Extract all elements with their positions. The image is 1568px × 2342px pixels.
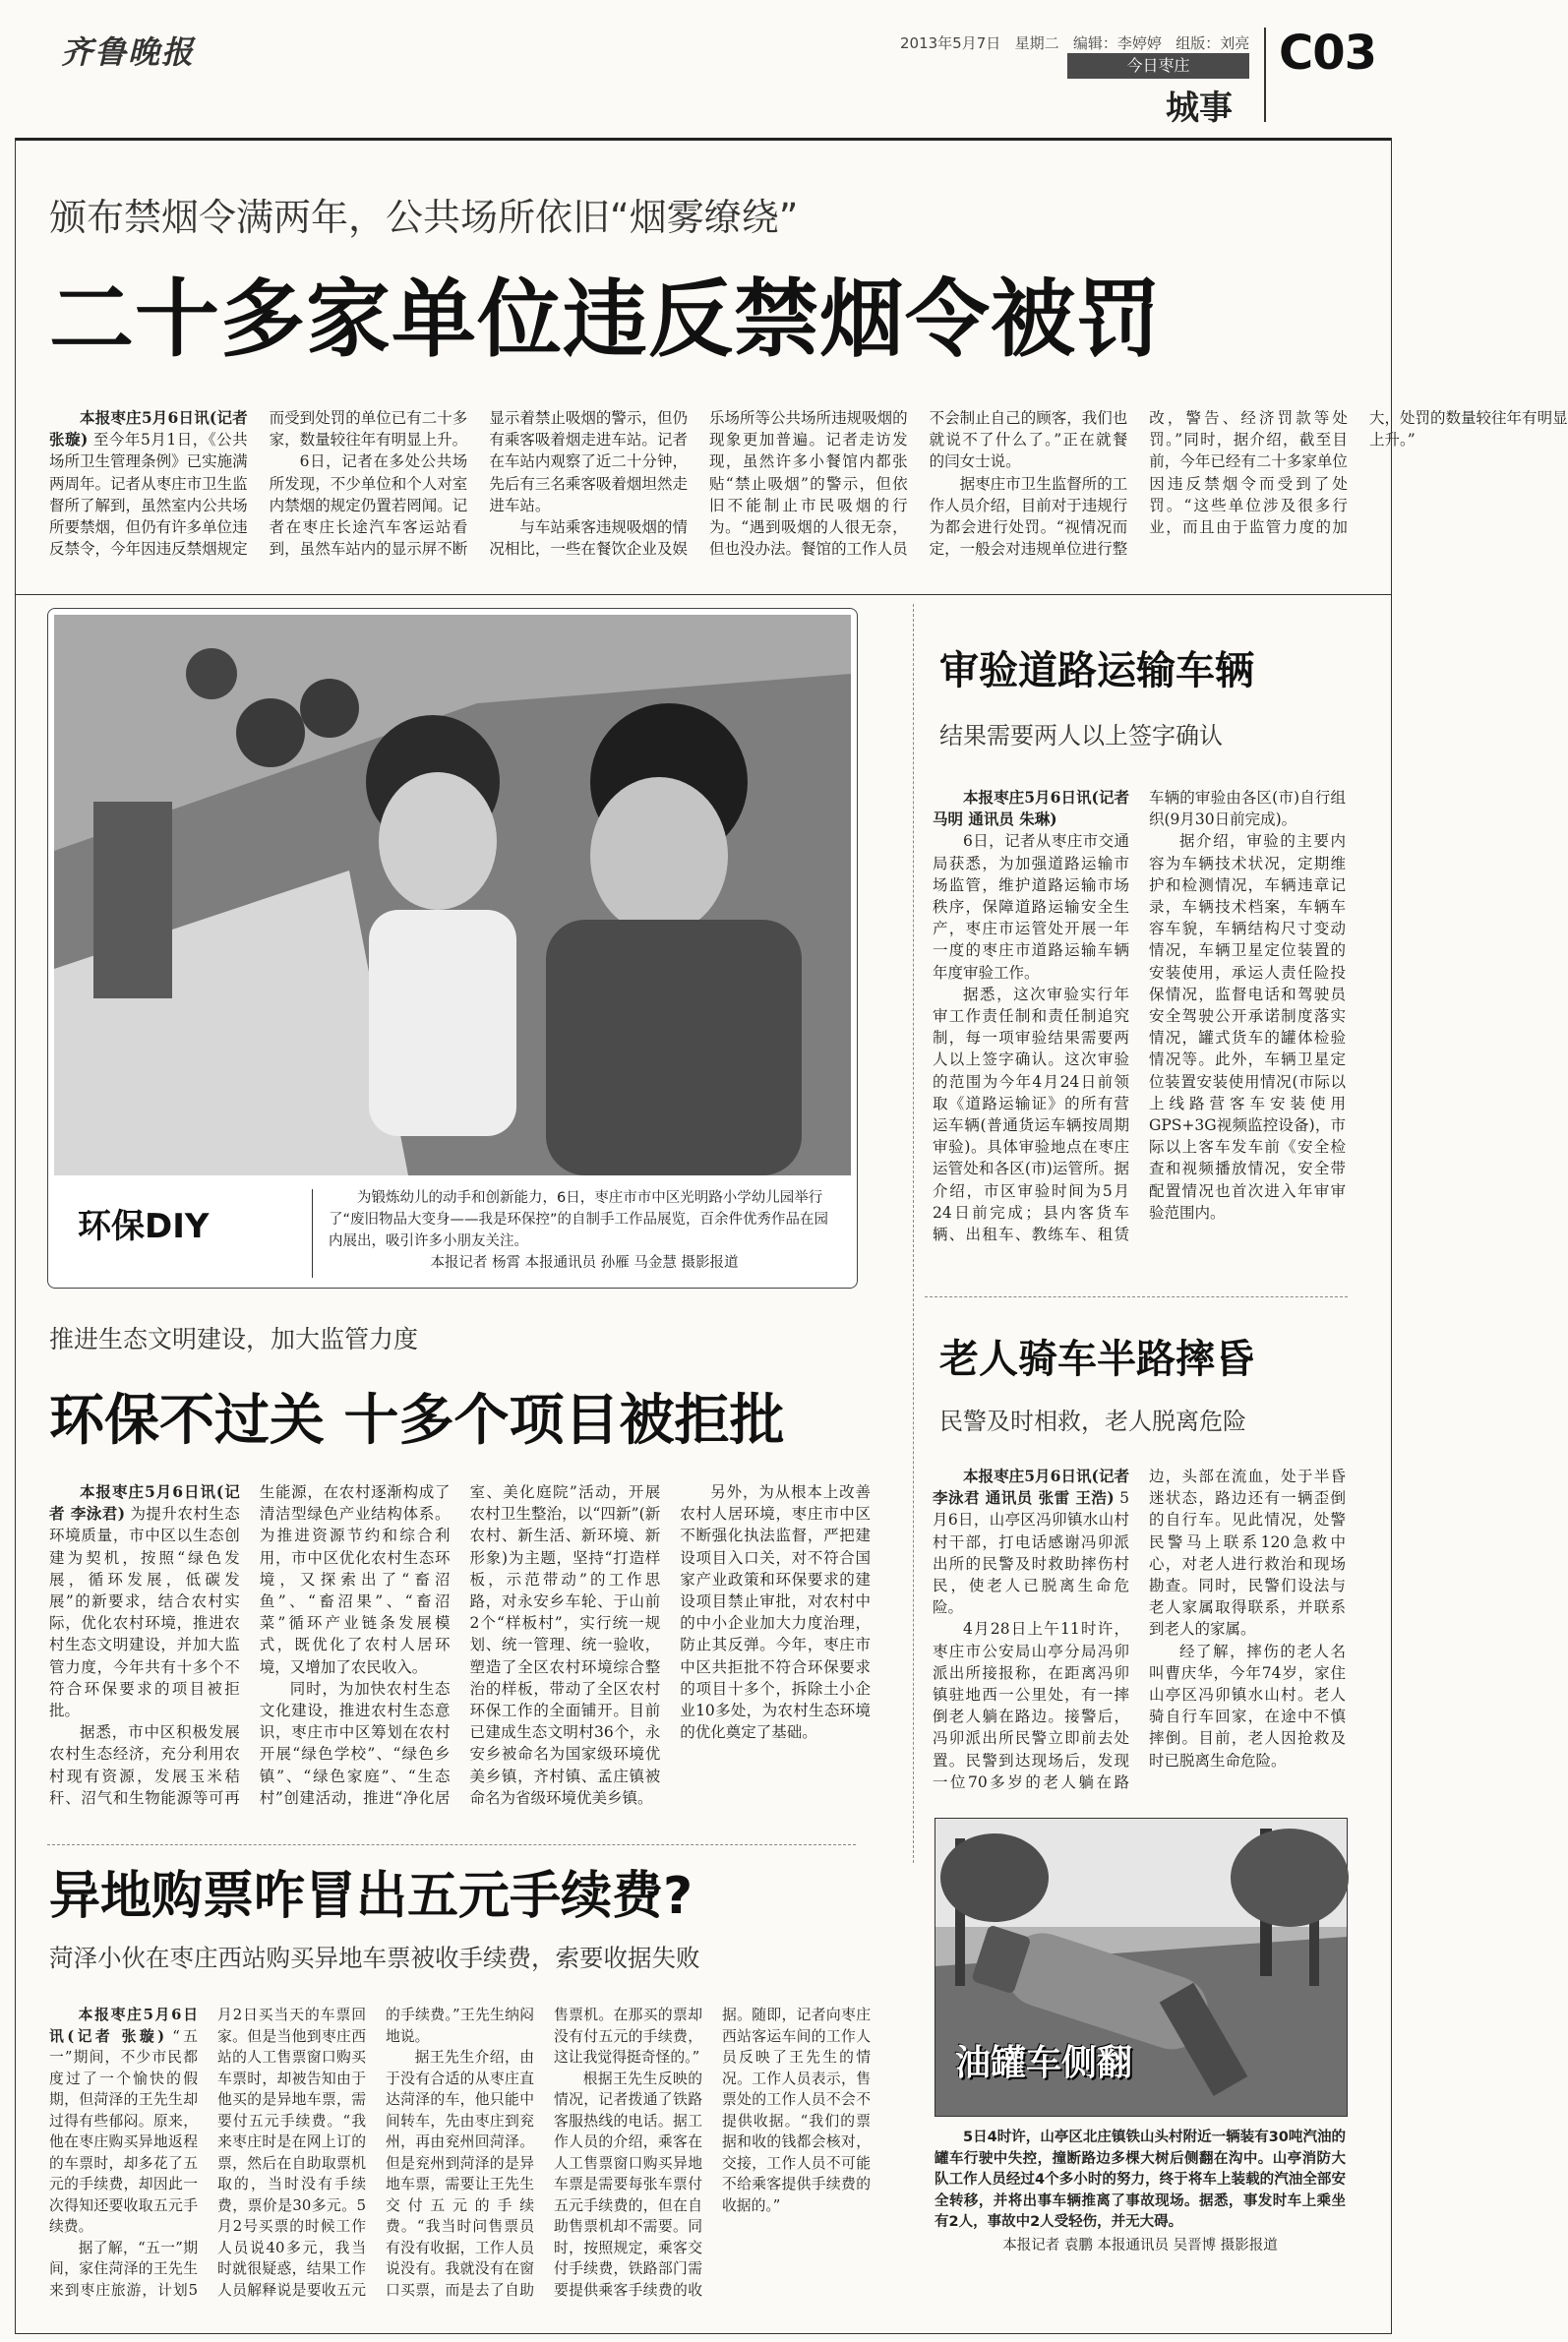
tanker-credit: 本报记者 袁鹏 本报通讯员 吴晋博 摄影报道 [1002, 2237, 1278, 2253]
issue-info [900, 32, 1249, 53]
issue-weekday: 星期二 [1014, 34, 1059, 52]
page-number: C03 [1279, 26, 1377, 81]
ticket-byline: 本报枣庄5月6日讯(记者 张璇) [49, 2007, 198, 2045]
lead-rule [15, 594, 1392, 595]
masthead-rule [15, 138, 1392, 141]
eco-headline: 环保不过关 十多个项目被拒批 [49, 1389, 785, 1453]
designer: 组版：刘亮 [1176, 34, 1250, 52]
photo-diy-box [47, 608, 858, 1289]
lead-headline: 二十多家单位违反禁烟令被罚 [49, 270, 1162, 369]
elder-paragraph: 本报枣庄5月6日讯(记者 李泳君 通讯员 张雷 王浩) 5月6日，山亭区冯卯镇水山村村干部，打电话感谢冯卯派出所的民警及时救助摔伤村民，使老人已脱离生命危险。 [933, 1467, 1129, 1617]
elder-paragraph: 经了解，摔伤的老人名叫曹庆华，今年74岁，家住山亭区冯卯镇水山村。老人骑自行车回家，在途中不慎摔倒。目前，老人因抢救及时已脱离生命危险。 [1149, 1642, 1346, 1770]
photo-diy-credit: 本报记者 杨霄 本报通讯员 孙雁 马金慧 摄影报道 [430, 1255, 739, 1271]
masthead [0, 0, 1394, 133]
road-headline: 审验道路运输车辆 [939, 648, 1254, 693]
ticket-paragraph: 据王先生介绍，由于没有合适的从枣庄直达菏泽的车，他只能中间转车，先由枣庄到兖州，再由兖州回菏泽。但是兖州到菏泽的是异地车票，需要让王先生交付五元的手续费。“我当时问售票员有没有收据，工作人员说没有。我就没有在窗口买票，而是去了自助售票机。在那买的票却没有付五元的手续费，这让我觉得挺奇怪的。” [386, 2007, 702, 2299]
lead-paragraph: 6日，记者在多处公共场所发现，不少单位和个人对室内禁烟的规定仍置若罔闻。记者在枣庄长途汽车客运站看到，虽然车站内的显示屏不断显示着禁止吸烟的警示，但仍有乘客吸着烟走进车站。记者在车站内观察了近二十分钟，先后有三名乘客吸着烟坦然走进车站。 [269, 409, 688, 559]
eco-paragraph: 同时，为加快农村生态文化建设，推进农村生态意识，枣庄市中区筹划在农村开展“绿色学校”、“绿色乡镇”、“绿色家庭”、“生态村”创建活动，推进“净化居室、美化庭院”活动，开展农村卫生整治，以“四新”(新农村、新生活、新环境、新形象)为主题，坚持“打造样板，示范带动”的工作思路，对永安乡车轮、于山前2个“样板村”，实行统一规划、统一管理、统一验收，塑造了全区农村环境综合整治的样板，带动了全区农村环保工作的全面铺开。目前已建成生态文明村36个，永安乡被命名为国家级环境优美乡镇，齐村镇、孟庄镇被命名为省级环境优美乡镇。 [259, 1483, 661, 1807]
elder-subhead: 民警及时相救，老人脱离危险 [939, 1408, 1246, 1435]
tanker-caption-text: 5日4时许，山亭区北庄镇铁山头村附近一辆装有30吨汽油的罐车行驶中失控，撞断路边多棵大树后侧翻在沟中。山亭消防大队工作人员经过4个多小时的努力，终于将车上装载的汽油全部安全转移，并将出事车辆推离了事故现场。据悉，事发时车上乘坐有2人，事故中2人受轻伤，并无大碍。 [935, 2130, 1346, 2230]
tanker-photo [935, 1818, 1348, 2117]
kids-photo-art [54, 615, 851, 1175]
road-paragraph [933, 787, 1129, 830]
road-rule [925, 1296, 1348, 1297]
photo-diy-label: 环保DIY [78, 1207, 210, 1246]
lead-byline: 本报枣庄5月6日讯(记者 张璇) [49, 408, 248, 450]
lead-paragraph: 与车站乘客违规吸烟的情况相比，一些在餐饮企业及娱乐场所等公共场所违规吸烟的现象更加普遍。记者走访发现，虽然许多小餐馆内都张贴“禁止吸烟”的警示，但依旧不能制止市民吸烟的行为。“遇到吸烟的人很无奈，但也没办法。餐馆的工作人员不会制止自己的顾客，我们也就说不了什么了。”正在就餐的闫女士说。 [489, 409, 1128, 559]
road-paragraph: 据介绍，审验的主要内容为车辆技术状况，定期维护和检测情况，车辆违章记录，车辆技术档案，车辆车容车貌，车辆结构尺寸变动情况，车辆卫星定位装置的安装使用，承运人责任险投保情况，监督电话和驾驶员安全驾驶公开承诺制度落实情况，罐式货车的罐体检验情况等。此外，车辆卫星定位装置安装使用情况(市际以上线路营客车安装使用GPS+3G视频监控设备)，市际以上客车发车前《安全检查和视频播放情况，安全带配置情况也首次进入年审审验范围内。 [1149, 832, 1346, 1222]
eco-paragraph: 据悉，市中区积极发展农村生态经济，充分利用农村现有资源，发展玉米秸秆、沼气和生物能源等可再生能源，在农村逐渐构成了清洁型绿色产业结构体系。为推进资源节约和综合利用，市中区优化农村生态环境，又探索出了“畜沼鱼”、“畜沼果”、“畜沼菜”循环产业链条发展模式，既优化了农村人居环境，又增加了农民收入。 [49, 1483, 451, 1807]
ticket-paragraph: 据了解，“五一”期间，家住菏泽的王先生来到枣庄旅游，计划5月2日买当天的车票回家。但是当他到枣庄西站的人工售票窗口购买车票时，却被告知由于他买的是异地车票，需要付五元手续费。“我来枣庄时是在网上订的票，然后在自助取票机取的，当时没有手续费，票价是30多元。5月2号买票的时候工作人员说40多元，我当时就很疑惑，结果工作人员解释说是要收五元的手续费。”王先生纳闷地说。 [49, 2007, 534, 2299]
eco-paragraph: 本报枣庄5月6日讯(记者 李泳君) 为提升农村生态环境质量，市中区以生态创建为契机，按照“绿色发展，循环发展，低碳发展”的新要求，结合农村实际，优化农村环境，推进农村生态文明建设，并加大监管力度，今年共有十多个不符合环保要求的项目被拒批。 [49, 1482, 240, 1720]
ticket-body [49, 2005, 871, 2324]
issue-date: 2013年5月7日 [900, 34, 1001, 52]
kids-photo [54, 615, 851, 1175]
road-body [933, 787, 1346, 1287]
page-left-rule [15, 138, 16, 2333]
tanker-label: 油罐车侧翻 [955, 2043, 1133, 2083]
eco-byline: 本报枣庄5月6日讯(记者 李泳君) [49, 1482, 240, 1524]
tanker-caption [935, 2128, 1346, 2329]
elder-paragraph: 4月28日上午11时许，枣庄市公安局山亭分局冯卯派出所接报称，在距离冯卯镇驻地西一公里处，有一摔倒老人躺在路边。接警后，冯卯派出所民警立即前去处置。民警到达现场后，发现一位70多岁的老人躺在路边，头部在流血，处于半昏迷状态，路边还有一辆歪倒的自行车。见此情况，处警民警马上联系120急救中心，对老人进行救治和现场勘查。同时，民警们设法与老人家属取得联系，并联系到老人的家属。 [933, 1468, 1346, 1791]
section-tag: 今日枣庄 [1067, 53, 1249, 79]
section-title: 城事 [1166, 89, 1233, 128]
eco-rule [47, 1844, 856, 1845]
road-paragraph: 据悉，这次审验实行年审工作责任制和责任制追究制，每一项审验结果需要两人以上签字确认。这次审验的范围为今年4月24日前领取《道路运输证》的所有营运车辆(普通货运车辆按周期审验)。具体审验地点在枣庄运管处和各区(市)运管所。据介绍，市区审验时间为5月24日前完成；县内客货车辆、出租车、教练车、租赁车辆的审验由各区(市)自行组织(9月30日前完成)。 [933, 789, 1346, 1244]
elder-byline: 本报枣庄5月6日讯(记者 李泳君 通讯员 张雷 王浩) [933, 1467, 1129, 1508]
elder-body [933, 1466, 1346, 1810]
page-bottom-rule [15, 2333, 1392, 2334]
lead-paragraph: 据枣庄市卫生监督所的工作人员介绍，目前对于违规行为都会进行处罚。“视情况而定，一般会对违规单位进行整改，警告、经济罚款等处罚。”同时，据介绍，截至目前，今年已经有二十多家单位因违反禁烟令而受到了处罚。“这些单位涉及很多行业，而且由于监管力度的加大，处罚的数量较往年有明显上升。” [929, 409, 1568, 559]
photo-diy-caption-text: 为锻炼幼儿的动手和创新能力，6日，枣庄市市中区光明路小学幼儿园举行了“废旧物品大变身——我是环保控”的自制手工作品展览，百余件优秀作品在园内展出，吸引许多小朋友关注。 [329, 1190, 829, 1249]
ticket-paragraph: 本报枣庄5月6日讯(记者 张璇) “五一”期间，不少市民都度过了一个愉快的假期，但菏泽的王先生却过得有些郁闷。原来，他在枣庄购买异地返程的车票时，却多花了五元的手续费，却因此一次得知还要收取五元手续费。 [49, 2007, 198, 2235]
elder-headline: 老人骑车半路摔昏 [939, 1337, 1254, 1382]
road-byline: 本报枣庄5月6日讯(记者 马明 通讯员 朱琳) [933, 788, 1129, 829]
eco-kicker: 推进生态文明建设，加大监管力度 [49, 1325, 419, 1353]
road-subhead: 结果需要两人以上签字确认 [939, 722, 1223, 750]
ticket-headline: 异地购票咋冒出五元手续费? [49, 1867, 694, 1926]
lead-body [49, 407, 1568, 580]
eco-paragraph: 另外，为从根本上改善农村人居环境，枣庄市中区不断强化执法监督，严把建设项目入口关，对不符合国家产业政策和环保要求的建设项目禁止审批，对农村中的中小企业加大力度治理，防止其反弹。今年，枣庄市中区共拒批不符合环保要求的项目十多个，拆除土小企业10多处，为农村生态环境的优化奠定了基础。 [680, 1483, 871, 1742]
photo-diy-label-divider [312, 1189, 313, 1278]
eco-body [49, 1481, 871, 1831]
ticket-subhead: 菏泽小伙在枣庄西站购买异地车票被收手续费，索要收据失败 [49, 1944, 700, 1972]
road-paragraph: 6日，记者从枣庄市交通局获悉，为加强道路运输市场监管，维护道路运输市场秩序，保障道路运输安全生产，枣庄市运管处开展一年一度的枣庄市道路运输车辆年度审验工作。 [933, 832, 1129, 982]
paper-logo: 齐鲁晚报 [61, 33, 196, 71]
masthead-divider [1264, 28, 1266, 122]
photo-diy-caption [329, 1187, 840, 1274]
column-divider [913, 604, 914, 1863]
lead-kicker: 颁布禁烟令满两年，公共场所依旧“烟雾缭绕” [49, 196, 799, 239]
editor: 编辑：李婷婷 [1072, 34, 1162, 52]
lead-paragraph: 本报枣庄5月6日讯(记者 张璇) 至今年5月1日，《公共场所卫生管理条例》已实施满两周年。记者从枣庄市卫生监督所了解到，虽然室内公共场所要禁烟，但仍有许多单位违反禁令，今年因违反禁烟规定而受到处罚的单位已有二十多家，数量较往年有明显上升。 [49, 408, 468, 559]
page-right-rule [1391, 138, 1392, 2333]
ticket-paragraph: 根据王先生反映的情况，记者拨通了铁路客服热线的电话。据工作人员的介绍，乘客在人工售票窗口购买异地车票是需要每张车票付五元手续费的，但在自助售票机却不需要。同时，按照规定，乘客交付手续费，铁路部门需要提供乘客手续费的收据。随即，记者向枣庄西站客运车间的工作人员反映了王先生的情况。工作人员表示，售票处的工作人员不会不提供收据。“我们的票据和收的钱都会核对，交接，工作人员不可能不给乘客提供手续费的收据的。” [554, 2007, 871, 2299]
